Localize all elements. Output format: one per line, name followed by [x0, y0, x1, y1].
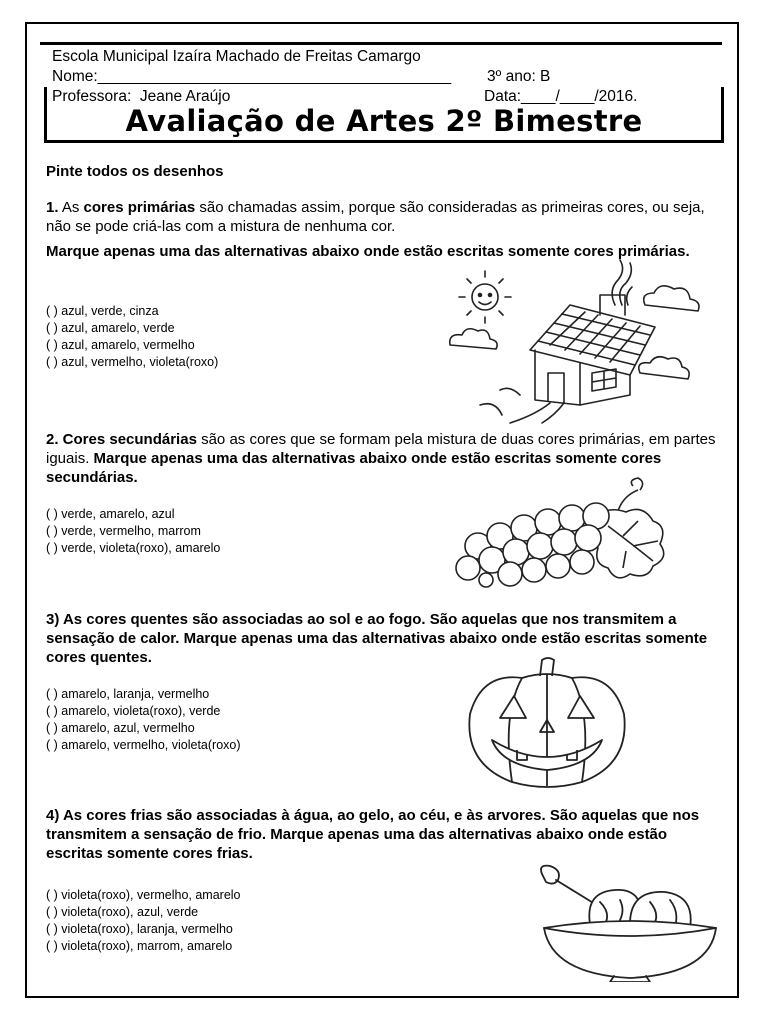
q3-option-2[interactable]: ( ) amarelo, violeta(roxo), verde — [46, 704, 221, 718]
q1-pre: As — [58, 199, 84, 216]
q2-options — [46, 506, 220, 557]
q3-option-1[interactable]: ( ) amarelo, laranja, vermelho — [46, 687, 210, 701]
q3-option-4[interactable]: ( ) amarelo, vermelho, violeta(roxo) — [46, 738, 241, 752]
q4-option-1[interactable]: ( ) violeta(roxo), vermelho, amarelo — [46, 888, 241, 902]
q3-text: 3) As cores quentes são associadas ao sol e ao fogo. São aquelas que nos transmitem a sensação de calor. Marque apenas uma das alternativas abaixo onde estão escritas somente cores quentes. — [46, 611, 708, 666]
q1-prompt: Marque apenas uma das alternativas abaixo onde estão escritas somente cores primárias. — [46, 243, 690, 260]
q1-body: são chamadas assim, porque são consideradas as primeiras cores, ou seja, não se pode criá-las com a mistura de nenhuma cor. — [46, 199, 705, 235]
house-drawing — [440, 255, 725, 425]
q4-option-3[interactable]: ( ) violeta(roxo), laranja, vermelho — [46, 922, 233, 936]
q3-option-3[interactable]: ( ) amarelo, azul, vermelho — [46, 721, 195, 735]
q1-number: 1. — [46, 199, 59, 216]
teacher-label: Professora: Jeane Araújo — [52, 88, 231, 105]
q2-body: são as cores que se formam pela mistura de duas cores primárias, em partes iguais. — [46, 431, 716, 467]
q4-options — [46, 887, 241, 955]
q1-option-4[interactable]: ( ) azul, vermelho, violeta(roxo) — [46, 355, 219, 369]
student-name-field: Nome:_________________________________________ — [52, 68, 452, 85]
q1-option-1[interactable]: ( ) azul, verde, cinza — [46, 304, 159, 318]
header-top-rule — [40, 42, 722, 45]
q2-option-3[interactable]: ( ) verde, violeta(roxo), amarelo — [46, 541, 221, 555]
q1-option-2[interactable]: ( ) azul, amarelo, verde — [46, 321, 175, 335]
ice-cream-drawing — [530, 862, 730, 982]
pumpkin-drawing — [462, 654, 632, 789]
q2-option-1[interactable]: ( ) verde, amarelo, azul — [46, 507, 175, 521]
q2-term: Cores secundárias — [58, 431, 197, 448]
instruction: Pinte todos os desenhos — [46, 163, 224, 180]
q1-text — [46, 198, 726, 236]
q2-option-2[interactable]: ( ) verde, vermelho, marrom — [46, 524, 201, 538]
q4-option-4[interactable]: ( ) violeta(roxo), marrom, amarelo — [46, 939, 233, 953]
q2-prompt: Marque apenas uma das alternativas abaixo onde estão escritas somente cores secundárias. — [46, 450, 662, 486]
q3-options — [46, 686, 241, 754]
q1-options — [46, 303, 218, 371]
date-field: Data:____/____/2016. — [484, 88, 638, 105]
grade-label: 3º ano: B — [487, 68, 551, 85]
page-title: Avaliação de Artes 2º Bimestre — [125, 104, 643, 138]
q1-option-3[interactable]: ( ) azul, amarelo, vermelho — [46, 338, 195, 352]
q4-text: 4) As cores frias são associadas à água, ao gelo, ao céu, e às arvores. São aquelas que nos transmitem a sensação de frio. Marque apenas uma das alternativas abaixo onde estão escritas somente cores frias. — [46, 807, 700, 862]
grapes-drawing — [448, 476, 678, 588]
q2-number: 2. — [46, 431, 59, 448]
q4-option-2[interactable]: ( ) violeta(roxo), azul, verde — [46, 905, 199, 919]
q1-term: cores primárias — [83, 199, 196, 216]
school-name: Escola Municipal Izaíra Machado de Freitas Camargo — [52, 48, 421, 65]
